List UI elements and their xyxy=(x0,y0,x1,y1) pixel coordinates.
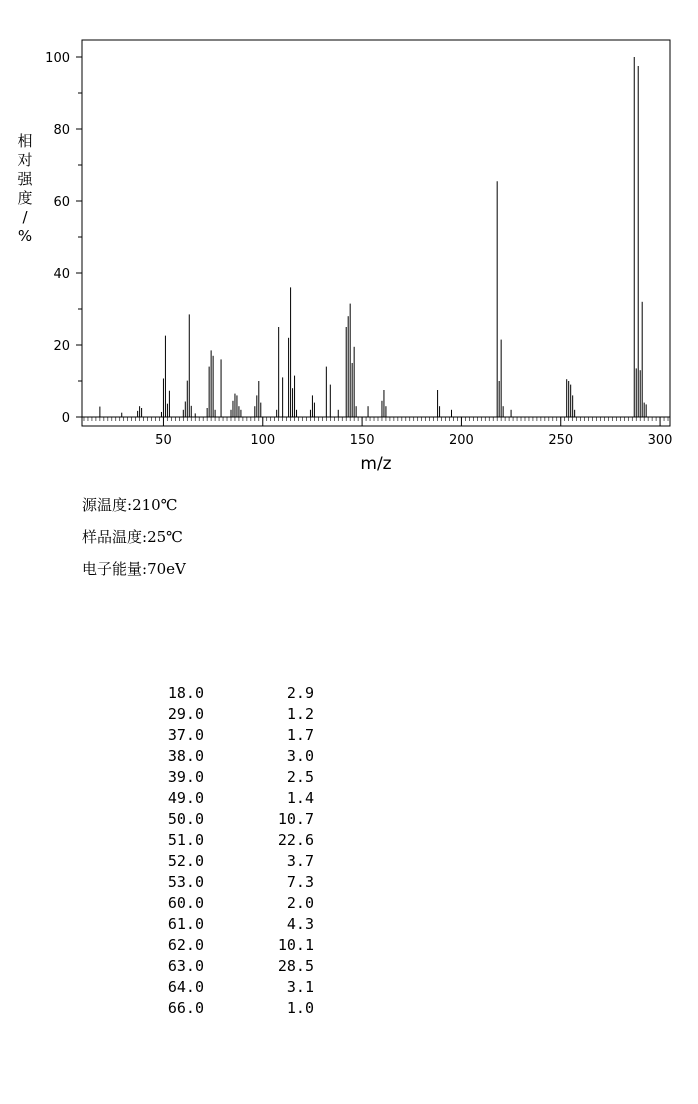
y-tick-label: 100 xyxy=(45,51,70,66)
table-row xyxy=(130,872,314,893)
x-axis-ticks xyxy=(155,417,672,448)
sample-temperature: 样品温度:25℃ xyxy=(82,528,183,546)
mz-value: 63.0 xyxy=(167,957,204,975)
table-row xyxy=(130,683,314,704)
mz-value: 66.0 xyxy=(167,999,204,1017)
x-tick-label: 50 xyxy=(155,433,172,448)
mz-value: 64.0 xyxy=(167,978,204,996)
intensity-value: 2.0 xyxy=(286,894,314,912)
intensity-value: 1.2 xyxy=(286,705,314,723)
y-tick-label: 0 xyxy=(61,411,70,426)
table-row xyxy=(130,704,314,725)
y-axis-label-char: / xyxy=(22,208,28,226)
intensity-value: 10.1 xyxy=(277,936,314,954)
peak-bars xyxy=(100,57,646,417)
table-row xyxy=(130,977,314,998)
table-row xyxy=(130,746,314,767)
mz-value: 18.0 xyxy=(167,684,204,702)
intensity-value: 2.5 xyxy=(286,768,314,786)
table-row xyxy=(130,788,314,809)
intensity-value: 1.7 xyxy=(286,726,314,744)
table-row xyxy=(130,809,314,830)
y-tick-label: 40 xyxy=(53,267,70,282)
mz-value: 62.0 xyxy=(167,936,204,954)
y-tick-label: 20 xyxy=(53,339,70,354)
table-row xyxy=(130,830,314,851)
x-tick-label: 100 xyxy=(250,433,276,448)
x-tick-label: 300 xyxy=(647,433,673,448)
electron-energy: 电子能量:70eV xyxy=(82,560,186,578)
intensity-value: 22.6 xyxy=(277,831,314,849)
intensity-value: 3.1 xyxy=(286,978,314,996)
y-axis-label-char: 强 xyxy=(17,170,33,188)
x-tick-label: 250 xyxy=(548,433,574,448)
plot-frame xyxy=(82,40,670,426)
mass-spectrum-chart xyxy=(0,0,698,480)
intensity-value: 3.0 xyxy=(286,747,314,765)
table-row xyxy=(130,956,314,977)
mz-value: 29.0 xyxy=(167,705,204,723)
intensity-value: 7.3 xyxy=(286,873,314,891)
intensity-value: 1.4 xyxy=(286,789,314,807)
table-row xyxy=(130,914,314,935)
x-tick-label: 150 xyxy=(349,433,375,448)
y-axis-ticks xyxy=(45,51,82,426)
mz-value: 39.0 xyxy=(167,768,204,786)
y-axis-label-char: 对 xyxy=(17,151,33,169)
mz-value: 52.0 xyxy=(167,852,204,870)
mz-value: 61.0 xyxy=(167,915,204,933)
table-row xyxy=(130,893,314,914)
table-row xyxy=(130,851,314,872)
y-axis-label-char: 相 xyxy=(17,132,33,150)
mz-value: 51.0 xyxy=(167,831,204,849)
intensity-value: 10.7 xyxy=(277,810,314,828)
minor-ticks xyxy=(84,417,668,421)
intensity-value: 3.7 xyxy=(286,852,314,870)
y-tick-label: 60 xyxy=(53,195,70,210)
intensity-value: 1.0 xyxy=(286,999,314,1017)
x-axis-label: m/z xyxy=(360,454,392,474)
mz-value: 53.0 xyxy=(167,873,204,891)
peak-table xyxy=(130,683,314,1019)
mz-value: 60.0 xyxy=(167,894,204,912)
table-row xyxy=(130,725,314,746)
intensity-value: 28.5 xyxy=(277,957,314,975)
table-row xyxy=(130,998,314,1019)
mz-value: 49.0 xyxy=(167,789,204,807)
table-row xyxy=(130,767,314,788)
intensity-value: 2.9 xyxy=(286,684,314,702)
y-axis-label-char: 度 xyxy=(17,189,33,207)
table-row xyxy=(130,935,314,956)
x-tick-label: 200 xyxy=(449,433,474,448)
conditions-block xyxy=(82,494,186,590)
mz-value: 37.0 xyxy=(167,726,204,744)
y-axis-label xyxy=(14,132,36,246)
intensity-value: 4.3 xyxy=(286,915,314,933)
mz-value: 38.0 xyxy=(167,747,204,765)
y-axis-label-char: % xyxy=(17,227,33,245)
y-tick-label: 80 xyxy=(53,123,70,138)
mz-value: 50.0 xyxy=(167,810,204,828)
source-temperature: 源温度:210℃ xyxy=(82,496,178,514)
